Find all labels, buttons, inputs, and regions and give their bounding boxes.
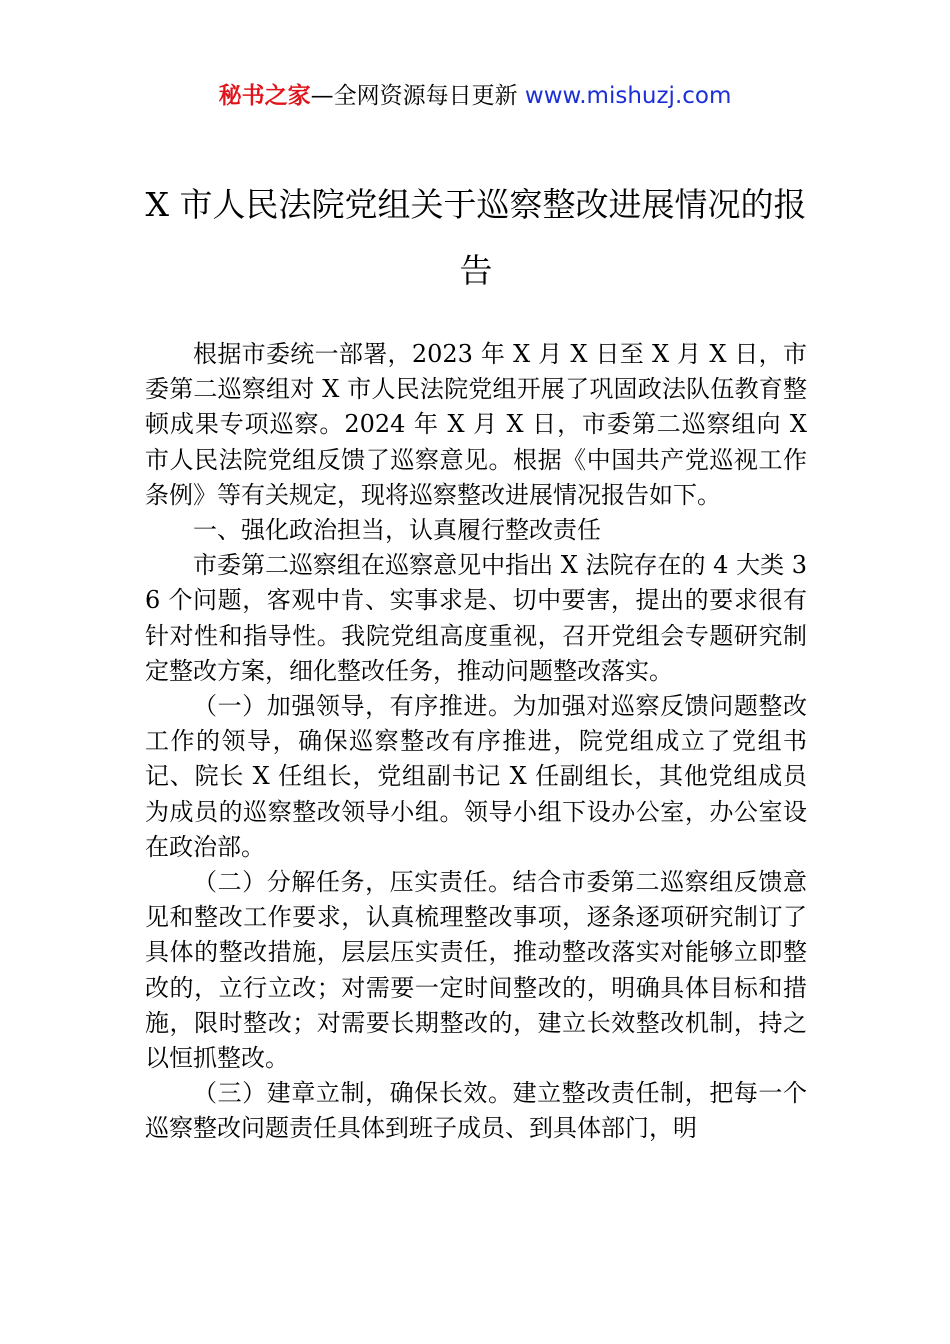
section-heading-1: 一、强化政治担当，认真履行整改责任 xyxy=(193,516,601,545)
document-body xyxy=(145,337,807,1147)
paragraph-item-1: （一）加强领导，有序推进。为加强对巡察反馈问题整改工作的领导，确保巡察整改有序推进，院党组成立了党组书记、院长 X 任组长，党组副书记 X 任副组长，其他党组成员为成员的巡察整改领导小组。领导小组下设办公室，办公室设在政治部。 xyxy=(145,692,807,861)
paragraph-item-2: （二）分解任务，压实责任。结合市委第二巡察组反馈意见和整改工作要求，认真梳理整改事项，逐条逐项研究制订了具体的整改措施，层层压实责任，推动整改落实对能够立即整改的，立行立改；对需要一定时间整改的，明确具体目标和措施，限时整改；对需要长期整改的，建立长效整改机制，持之以恒抓整改。 xyxy=(145,868,807,1073)
paragraph-section-1: 市委第二巡察组在巡察意见中指出 X 法院存在的 4 大类 36 个问题，客观中肯、实事求是、切中要害，提出的要求很有针对性和指导性。我院党组高度重视，召开党组会专题研究制定整改方案，细化整改任务，推动问题整改落实。 xyxy=(145,551,807,685)
site-url-link[interactable]: www.mishuzj.com xyxy=(524,83,732,109)
paragraph-intro: 根据市委统一部署，2023 年 X 月 X 日至 X 月 X 日，市委第二巡察组对 X 市人民法院党组开展了巩固政法队伍教育整顿成果专项巡察。2024 年 X 月 X 日，市委第二巡察组向 X 市人民法院党组反馈了巡察意见。根据《中国共产党巡视工作条例》等有关规定，现将巡察整改进展情况报告如下。 xyxy=(145,340,807,509)
paragraph-item-3: （三）建章立制，确保长效。建立整改责任制，把每一个巡察整改问题责任具体到班子成员、到具体部门，明 xyxy=(145,1079,807,1143)
site-tagline: —全网资源每日更新 xyxy=(310,83,518,109)
site-header xyxy=(0,80,950,112)
document-title: X 市人民法院党组关于巡察整改进展情况的报告 xyxy=(145,185,807,290)
site-brand: 秘书之家 xyxy=(218,83,311,109)
